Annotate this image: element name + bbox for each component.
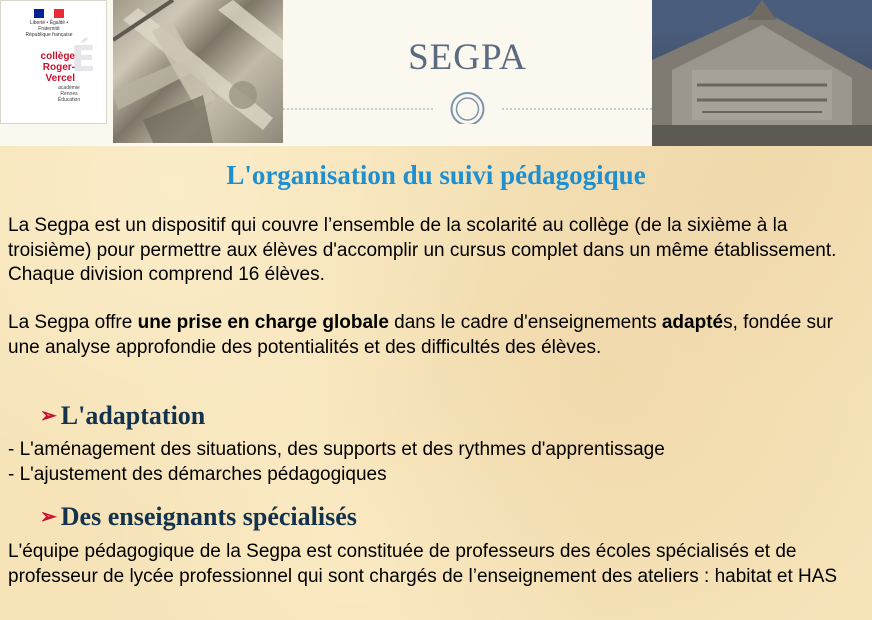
- header-banner: [0, 0, 872, 146]
- republic-label: Liberté • Égalité • Fraternité République française: [25, 20, 73, 38]
- section-subtitle: L'organisation du suivi pédagogique: [226, 160, 646, 190]
- teachers-heading: ➢ Des enseignants spécialisés: [40, 502, 357, 531]
- page-title: SEGPA: [408, 37, 527, 78]
- list-item: - L'aménagement des situations, des supports et des rythmes d'apprentissage: [8, 439, 665, 460]
- french-flag-icon: [34, 9, 64, 18]
- academy-label: académie Rennes Éducation: [57, 85, 81, 103]
- college-name: collège Roger-Vercel: [40, 51, 75, 84]
- list-item: - L'ajustement des démarches pédagogiques: [8, 464, 387, 485]
- stone-carving-tools-image: [113, 0, 283, 143]
- adaptation-heading: ➢ L'adaptation: [40, 401, 206, 430]
- bullet-arrow-icon: ➢: [40, 405, 57, 427]
- support-paragraph: La Segpa offre une prise en charge globale dans le cadre d'enseignements adaptés, fondée sur une analyse approfondie des potentialités et des difficultés des élèves.: [8, 312, 833, 358]
- college-logo: [0, 0, 107, 124]
- intro-paragraph: La Segpa est un dispositif qui couvre l’ensemble de la scolarité au collège (de la sixième à la troisième) pour permettre aux élèves d'accomplir un cursus complet dans un même établissement. Chaque division comprend 16 élèves.: [8, 215, 837, 285]
- teachers-paragraph: L'équipe pédagogique de la Segpa est constituée de professeurs des écoles spécialisés et de professeur de lycée professionnel qui sont chargés de l’enseignement des ateliers : habitat et HAS: [8, 541, 838, 587]
- building-facade-image: [652, 0, 872, 146]
- bullet-arrow-icon: ➢: [40, 506, 57, 528]
- logo-letter-icon: É: [71, 39, 96, 80]
- circle-ornament-icon: [283, 92, 652, 124]
